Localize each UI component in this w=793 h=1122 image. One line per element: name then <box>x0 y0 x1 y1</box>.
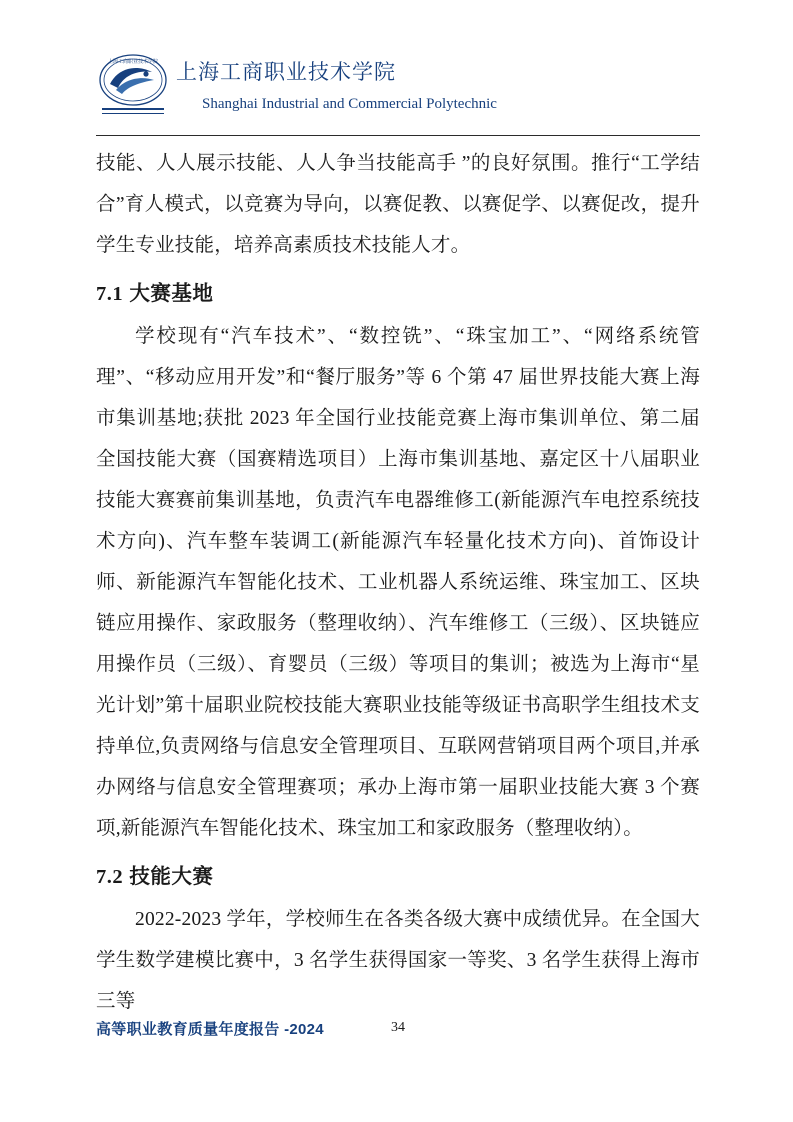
section-number: 7.2 <box>96 866 124 888</box>
page-header <box>96 50 700 134</box>
section-title: 技能大赛 <box>129 865 214 888</box>
school-emblem-icon <box>96 50 170 118</box>
paragraph-training-bases: 学校现有“汽车技术”、“数控铣”、“珠宝加工”、“网络系统管理”、“移动应用开发”和“餐厅服务”等 6 个第 47 届世界技能大赛上海市集训基地;获批 2023 年全国行业技能竞赛上海市集训单位、第二届全国技能大赛（国赛精选项目）上海市集训基地、嘉定区十八届职业技能大赛赛前集训基地，负责汽车电器维修工(新能源汽车电控系统技术方向)、汽车整车装调工(新能源汽车轻量化技术方向)、首饰设计师、新能源汽车智能化技术、工业机器人系统运维、珠宝加工、区块链应用操作、家政服务（整理收纳）、汽车维修工（三级）、区块链应用操作员（三级）、育婴员（三级）等项目的集训；被选为上海市“星光计划”第十届职业院校技能大赛职业技能等级证书高职学生组技术支持单位,负责网络与信息安全管理项目、互联网营销项目两个项目,并承办网络与信息安全管理赛项；承办上海市第一届职业技能大赛 3 个赛项,新能源汽车智能化技术、珠宝加工和家政服务（整理收纳）。 <box>96 326 700 839</box>
org-name-cn: 上海工商职业技术学院 <box>176 60 396 84</box>
section-title: 大赛基地 <box>129 282 214 305</box>
page-content <box>96 143 700 1022</box>
paragraph-continued: 技能、人人展示技能、人人争当技能高手 ”的良好氛围。推行“工学结合”育人模式，以竞赛为导向，以赛促教、以赛促学、以赛促改，提升学生专业技能，培养高素质技术技能人才。 <box>96 153 700 256</box>
paragraph-competitions: 2022-2023 学年，学校师生在各类各级大赛中成绩优异。在全国大学生数学建模比赛中，3 名学生获得国家一等奖、3 名学生获得上海市三等 <box>96 909 700 1012</box>
section-number: 7.1 <box>96 283 124 305</box>
footer-page-number: 34 <box>391 1020 405 1035</box>
org-name-en: Shanghai Industrial and Commercial Polytechnic <box>202 96 497 113</box>
page-footer <box>96 1018 700 1048</box>
svg-text:上海工商职业技术学院: 上海工商职业技术学院 <box>107 60 159 65</box>
footer-document-title: 高等职业教育质量年度报告 -2024 <box>96 1021 324 1038</box>
header-divider <box>96 135 700 136</box>
section-heading-7-1 <box>96 272 700 316</box>
section-heading-7-2 <box>96 855 700 899</box>
org-name-block <box>176 50 497 115</box>
